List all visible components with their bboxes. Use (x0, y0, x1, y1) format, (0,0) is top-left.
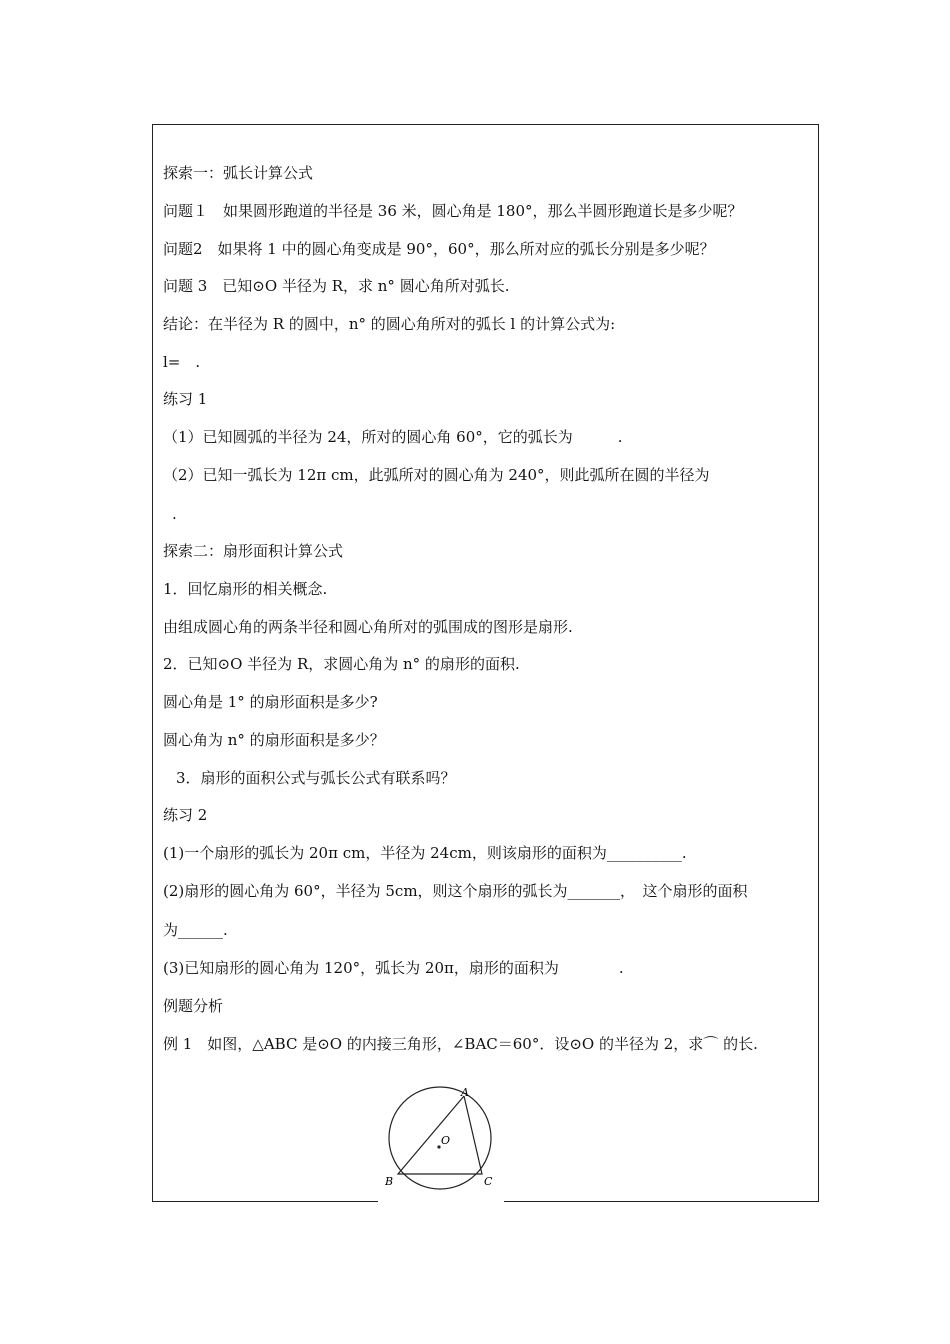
exercise-2-item-2-cont: 为______. (163, 921, 228, 939)
sub-question-n-degree: 圆心角为 n° 的扇形面积是多少？ (163, 731, 385, 749)
formula-blank: l= . (163, 353, 201, 371)
exercise-1-heading: 练习 1 (163, 390, 208, 408)
label-c: C (484, 1175, 493, 1188)
label-b: B (385, 1175, 394, 1188)
exercise-2-item-1: (1)一个扇形的弧长为 20π cm，半径为 24cm，则该扇形的面积为__________. (163, 844, 687, 862)
conclusion: 结论：在半径为 R 的圆中，n° 的圆心角所对的弧长 l 的计算公式为: (163, 315, 616, 333)
exercise-2-heading: 练习 2 (163, 806, 208, 824)
label-a: A (461, 1086, 469, 1099)
label-o: O (441, 1134, 451, 1147)
exercise-2-item-3: (3)已知扇形的圆心角为 120°，弧长为 20π，扇形的面积为 . (163, 959, 624, 977)
question-3: 问题 3 已知⊙O 半径为 R，求 n° 圆心角所对弧长. (163, 277, 510, 295)
exercise-1-item-1: （1）已知圆弧的半径为 24，所对的圆心角 60°，它的弧长为 . (163, 428, 623, 446)
exercise-1-item-2-end: . (172, 505, 177, 523)
step-3: 3．扇形的面积公式与弧长公式有联系吗？ (176, 769, 456, 787)
exercise-2-item-2: (2)扇形的圆心角为 60°，半径为 5cm，则这个扇形的弧长为_______， 这个扇形的面积 (163, 882, 748, 900)
question-1: 问题１ 如果圆形跑道的半径是 36 米，圆心角是 180°，那么半圆形跑道长是多少呢？ (163, 202, 743, 220)
example-1: 例 1 如图，△ABC 是⊙O 的内接三角形，∠BAC＝60°．设⊙O 的半径为 2，求⌒ 的长. (163, 1035, 758, 1053)
sector-definition: 由组成圆心角的两条半径和圆心角所对的弧围成的图形是扇形. (163, 618, 573, 636)
question-2: 问题2 如果将 1 中的圆心角变成是 90°，60°，那么所对应的弧长分别是多少呢？ (163, 240, 715, 258)
step-1: 1．回忆扇形的相关概念. (163, 580, 328, 598)
sub-question-1-degree: 圆心角是 1° 的扇形面积是多少? (163, 693, 378, 711)
inscribed-triangle-figure (380, 1086, 500, 1192)
example-heading: 例题分析 (163, 997, 224, 1015)
step-2: 2．已知⊙O 半径为 R，求圆心角为 n° 的扇形的面积. (163, 655, 520, 673)
section-heading-sector-area: 探索二：扇形面积计算公式 (163, 542, 344, 560)
frame-gap (378, 1195, 504, 1207)
section-heading-arc-length: 探索一：弧长计算公式 (163, 164, 314, 182)
exercise-1-item-2: （2）已知一弧长为 12π cm，此弧所对的圆心角为 240°，则此弧所在圆的半径为 (163, 466, 710, 484)
triangle-abc (398, 1096, 482, 1174)
